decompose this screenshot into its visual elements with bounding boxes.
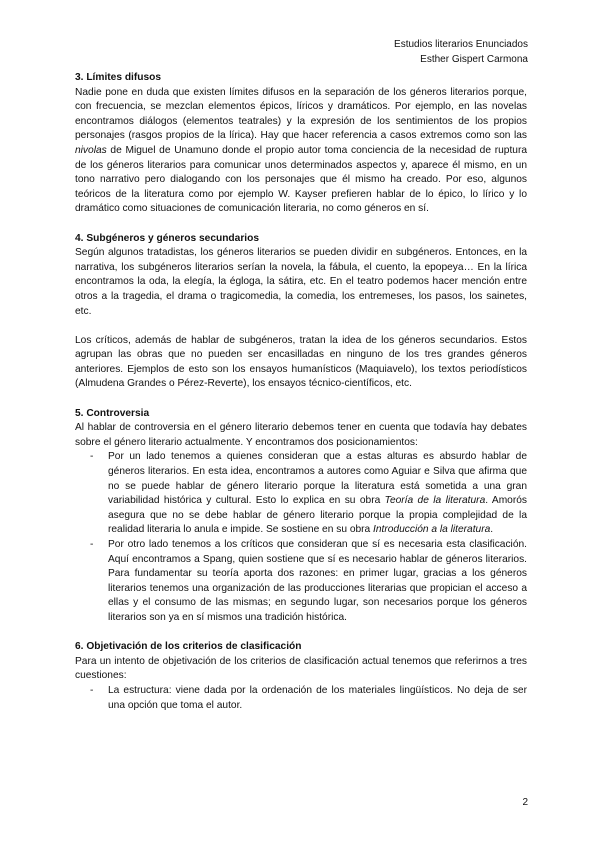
section-6-title: 6. Objetivación de los criterios de clasificación xyxy=(75,641,302,653)
section-3-text-b: de Miguel de Unamuno donde el propio autor toma conciencia de la necesidad de ruptura de los géneros literarios para comunicar unos determinados aspectos y, aparece él mismo, en un tono narrativo pero dialogando con los personajes que él mismo ha creado. Por eso, algunos teóricos de la literatura como por ejemplo W. Kayser prefieren hablar de lo épico, lo lírico y lo dramático como situaciones de comunicación literaria, no como géneros en sí. xyxy=(75,144,527,215)
section-4-title: 4. Subgéneros y géneros secundarios xyxy=(75,232,260,244)
page-header xyxy=(394,37,528,67)
section-6-list xyxy=(75,684,527,713)
header-author: Esther Gispert Carmona xyxy=(420,54,528,65)
section-5-intro: Al hablar de controversia en el género literario debemos tener en cuenta que todavía hay debates sobre el género literario actualmente. Y encontramos dos posicionamientos: xyxy=(75,422,527,448)
section-5 xyxy=(75,407,527,626)
item-text: Por otro lado tenemos a los críticos que consideran que sí es necesaria esta clasificación. Aquí encontramos a Spang, quien sostiene que sí es necesario hablar de géneros literarios. Para fundamentar su teoría aporta dos razones: en primer lugar, gracias a los géneros literarios tenemos una organización de las producciones literarias que propician el acceso a ellas y el consumo de las mismas; en segundo lugar, son necesarios porque los géneros literarios son ya en sí mismos una tradición histórica. xyxy=(108,539,527,623)
dash-bullet: - xyxy=(90,684,94,696)
section-3-italic-nivolas: nivolas xyxy=(75,144,107,156)
document-body xyxy=(75,71,527,728)
list-item xyxy=(75,538,527,626)
section-4-paragraph-2: Los críticos, además de hablar de subgéneros, tratan la idea de los géneros secundarios. Estos agrupan las obras que no pueden ser encasilladas en ninguno de los tres grandes géneros anteriores. Ejemplos de esto son los ensayos humanísticos (Maquiavelo), los textos periodísticos (Almudena Grandes o Pérez-Reverte), los ensayos técnico-científicos, etc. xyxy=(75,334,527,390)
section-6 xyxy=(75,640,527,713)
item-italic-title-1: Teoría de la literatura xyxy=(384,495,486,507)
dash-bullet: - xyxy=(90,451,94,463)
section-5-title: 5. Controversia xyxy=(75,407,150,419)
item-text-c: . xyxy=(490,524,494,536)
item-text-a: Por un lado tenemos a quienes consideran que a estas alturas es absurdo hablar de géneros literarios. En esta idea, encontramos a autores como Aguiar e Silva que afirma que no se puede hablar de género literario porque la literatura está sometida a una gran variabilidad histórica y cultural. Esto lo explica en su obra xyxy=(108,451,527,507)
section-6-intro: Para un intento de objetivación de los criterios de clasificación actual tenemos que referirnos a tres cuestiones: xyxy=(75,655,527,682)
section-3-paragraph xyxy=(75,86,527,217)
item-italic-title-2: Introducción a la literatura xyxy=(373,524,491,536)
section-4-paragraph-1: Según algunos tratadistas, los géneros literarios se pueden dividir en subgéneros. Entonces, en la narrativa, los subgéneros literarios serían la novela, la fábula, el cuento, la epopeya… En la lírica encontramos la oda, la elegía, la égloga, la sátira, etc. En el teatro podemos hacer mención entre otros a la tragedia, el drama o tragicomedia, la comedia, los entremeses, los pasos, los sainetes, etc. xyxy=(75,247,527,317)
list-item xyxy=(75,450,527,538)
section-3-text-a: Nadie pone en duda que existen límites difusos en la separación de los géneros literarios porque, con frecuencia, se mezclan elementos épicos, líricos y dramáticos. Por ejemplo, en las novelas encontramos diálogos (elementos teatrales) y la expresión de los sentimientos de los propios personajes (rasgos propios de la lírica). Hay que hacer referencia a casos extremos como son las xyxy=(75,86,527,142)
section-5-list xyxy=(75,450,527,625)
item-text: La estructura: viene dada por la ordenación de los materiales lingüísticos. No deja de ser una opción que toma el autor. xyxy=(108,684,527,711)
section-4 xyxy=(75,232,527,393)
section-3-title: 3. Límites difusos xyxy=(75,72,162,83)
list-item xyxy=(75,684,527,713)
dash-bullet: - xyxy=(90,539,94,550)
section-3 xyxy=(75,71,527,217)
paragraph-gap xyxy=(75,319,527,334)
item-text-b: . Amorós asegura que no se debe hablar de género literario porque la propia complejidad de la realidad literaria lo anula e impide. Se sostiene en su obra xyxy=(108,495,527,536)
page-number: 2 xyxy=(522,797,528,808)
header-title: Estudios literarios Enunciados xyxy=(394,39,528,50)
